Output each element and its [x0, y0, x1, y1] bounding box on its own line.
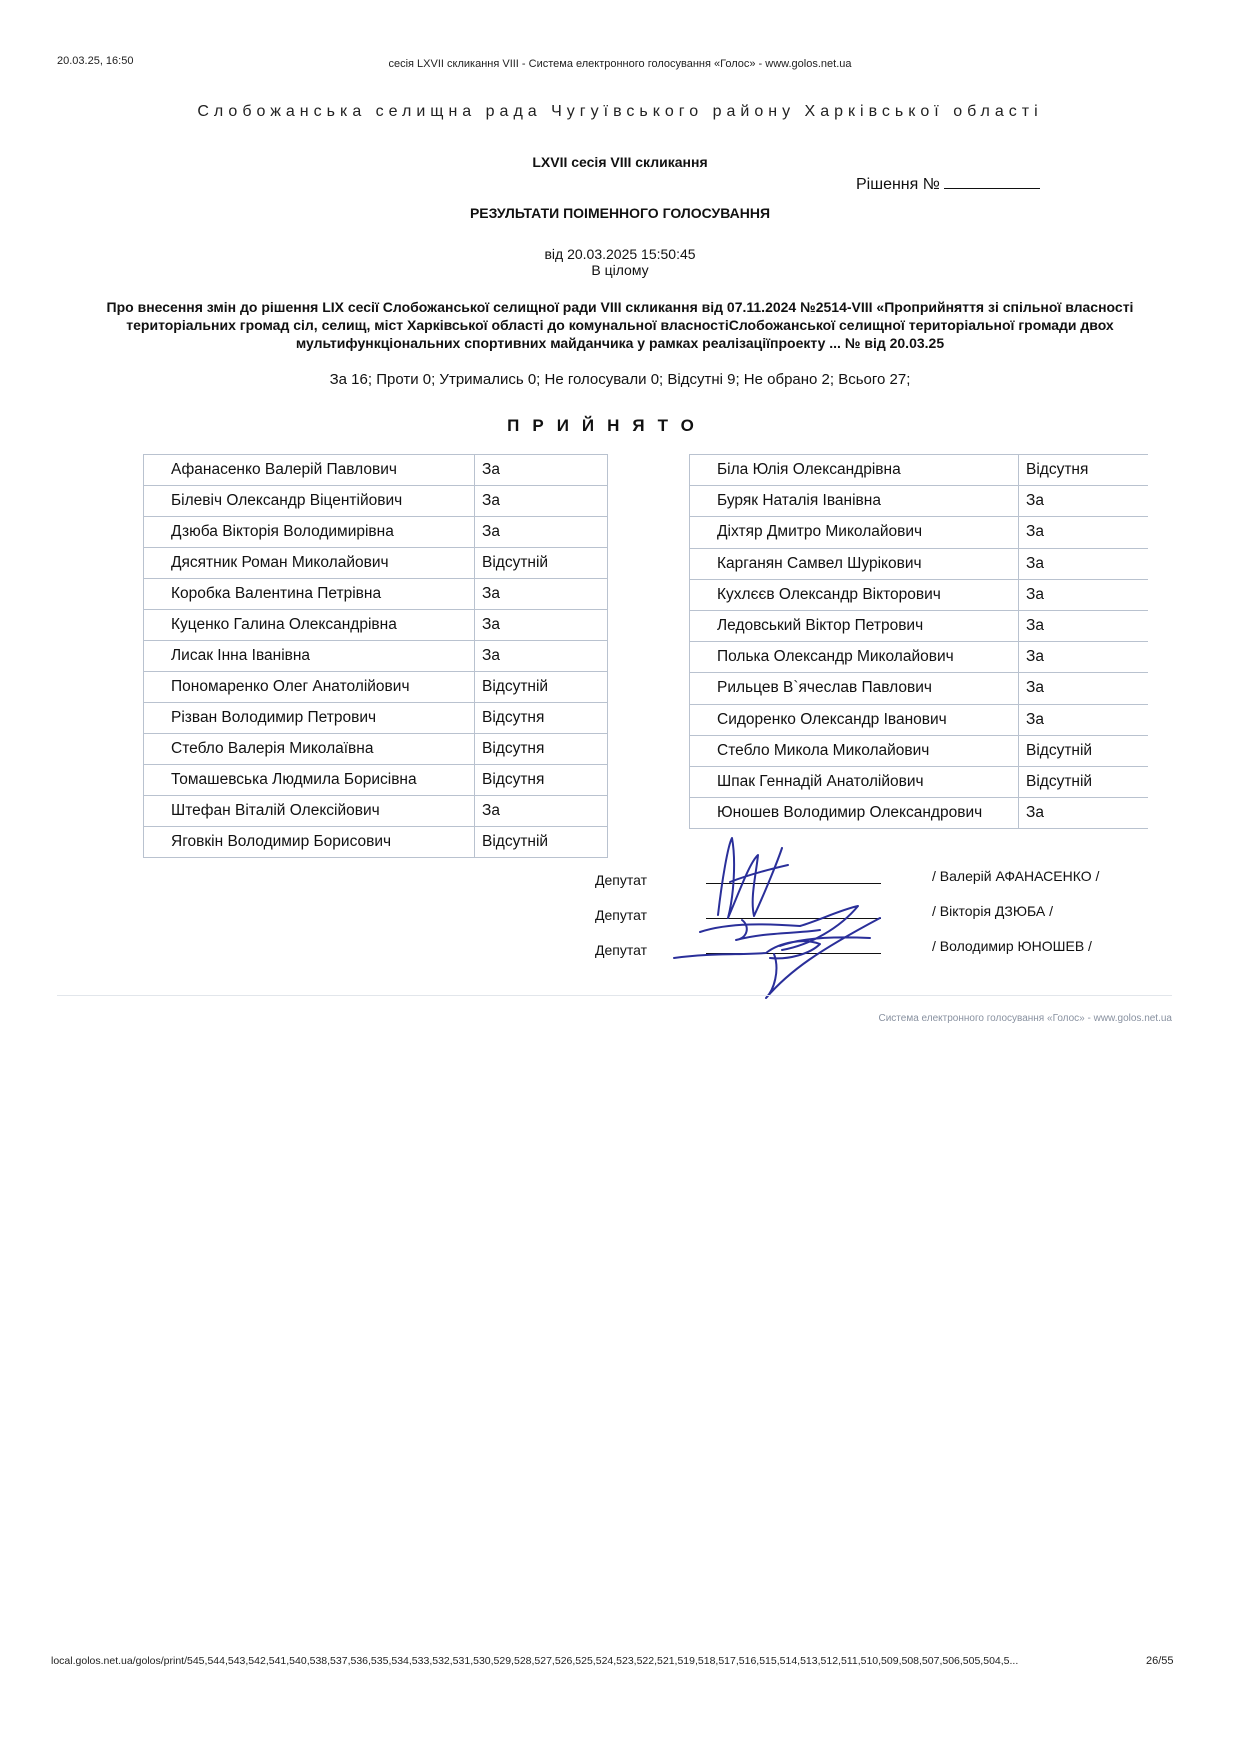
votes-table-left [143, 454, 608, 858]
deputy-vote: Відсутня [475, 765, 608, 796]
deputy-name: Пономаренко Олег Анатолійович [144, 672, 475, 703]
deputy-vote: Відсутній [1019, 735, 1149, 766]
table-row [144, 796, 608, 827]
deputy-name: Юношев Володимир Олександрович [690, 798, 1019, 829]
signature-name: / Валерій АФАНАСЕНКО / [932, 868, 1100, 884]
table-row [690, 704, 1149, 735]
result-status: ПРИЙНЯТО [507, 416, 707, 435]
deputy-vote: За [1019, 704, 1149, 735]
table-row [690, 735, 1149, 766]
table-row [144, 455, 608, 486]
deputy-name: Афанасенко Валерій Павлович [144, 455, 475, 486]
table-row [690, 579, 1149, 610]
decision-subject: Про внесення змін до рішення LIX сесії Слобожанської селищної ради VIII скликання від 07.11.2024 №2514-VIII «Проприйняття зі спільної власності територіальних громад сіл, селищ, міст Харківської області до комунальної власностіСлобожанської селищної територіальної громади двох мультифункціональних спортивних майданчика у рамках реалізаціїпроекту ... № від 20.03.25 [106, 299, 1134, 351]
deputy-name: Рильцев В`ячеслав Павлович [690, 673, 1019, 704]
deputy-vote: За [1019, 486, 1149, 517]
deputy-vote: За [475, 517, 608, 548]
table-row [690, 486, 1149, 517]
deputy-name: Стебло Микола Миколайович [690, 735, 1019, 766]
table-row [144, 672, 608, 703]
signature-label: Депутат [595, 872, 647, 888]
deputy-name: Ледовський Віктор Петрович [690, 610, 1019, 641]
deputy-vote: За [1019, 548, 1149, 579]
footer-separator [57, 995, 1172, 996]
table-row [144, 703, 608, 734]
deputy-vote: Відсутня [1019, 455, 1149, 486]
deputy-name: Діхтяр Дмитро Миколайович [690, 517, 1019, 548]
signature-scribble-1 [718, 838, 788, 918]
print-title: сесія LXVII скликання VIII - Система електронного голосування «Голос» - www.golos.net.ua [388, 58, 852, 70]
vote-totals: За 16; Проти 0; Утримались 0; Не голосували 0; Відсутні 9; Не обрано 2; Всього 27; [329, 371, 911, 388]
print-url: local.golos.net.ua/golos/print/545,544,543,542,541,540,538,537,536,535,534,533,532,531,530,529,528,527,526,525,524,523,522,521,519,518,517,516,515,514,513,512,511,510,509,508,507,506,505,504,5... [51, 1655, 1019, 1667]
deputy-vote: За [1019, 610, 1149, 641]
deputy-vote: За [475, 610, 608, 641]
signature-label: Депутат [595, 942, 647, 958]
table-row [144, 765, 608, 796]
table-row [690, 642, 1149, 673]
deputy-vote: За [1019, 517, 1149, 548]
deputy-vote: Відсутній [475, 548, 608, 579]
deputy-vote: Відсутня [475, 703, 608, 734]
deputy-name: Кухлєєв Олександр Вікторович [690, 579, 1019, 610]
deputy-vote: За [475, 455, 608, 486]
council-name: Слобожанська селищна рада Чугуївського району Харківської області [197, 103, 1043, 120]
deputy-vote: За [1019, 798, 1149, 829]
deputy-name: Штефан Віталій Олексійович [144, 796, 475, 827]
table-row [690, 673, 1149, 704]
session-title: LXVII сесія VIII скликання [532, 154, 708, 170]
deputy-name: Шпак Геннадій Анатолійович [690, 766, 1019, 797]
deputy-vote: За [1019, 579, 1149, 610]
deputy-name: Томашевська Людмила Борисівна [144, 765, 475, 796]
decision-label: Рішення № [856, 176, 940, 193]
vote-scope: В цілому [591, 262, 649, 278]
deputy-name: Різван Володимир Петрович [144, 703, 475, 734]
deputy-vote: За [1019, 642, 1149, 673]
deputy-name: Яговкін Володимир Борисович [144, 827, 475, 858]
deputy-name: Куценко Галина Олександрівна [144, 610, 475, 641]
decision-number-blank [944, 188, 1040, 189]
deputy-name: Карганян Самвел Шурікович [690, 548, 1019, 579]
deputy-name: Коробка Валентина Петрівна [144, 579, 475, 610]
deputy-vote: Відсутній [475, 827, 608, 858]
deputy-name: Дясятник Роман Миколайович [144, 548, 475, 579]
deputy-vote: За [475, 641, 608, 672]
table-row [144, 641, 608, 672]
deputy-vote: За [475, 796, 608, 827]
print-datetime: 20.03.25, 16:50 [57, 55, 134, 67]
deputy-name: Біла Юлія Олександрівна [690, 455, 1019, 486]
deputy-vote: За [475, 579, 608, 610]
page-number: 26/55 [1146, 1655, 1174, 1667]
deputy-name: Білевіч Олександр Віцентійович [144, 486, 475, 517]
deputy-vote: Відсутній [475, 672, 608, 703]
table-row [144, 579, 608, 610]
table-row [144, 827, 608, 858]
vote-datetime: від 20.03.2025 15:50:45 [544, 246, 696, 262]
results-title: РЕЗУЛЬТАТИ ПОІМЕННОГО ГОЛОСУВАННЯ [469, 205, 771, 221]
table-row [144, 486, 608, 517]
deputy-vote: За [475, 486, 608, 517]
deputy-vote: За [1019, 673, 1149, 704]
signature-name: / Вікторія ДЗЮБА / [932, 903, 1053, 919]
signature-label: Депутат [595, 907, 647, 923]
table-row [144, 734, 608, 765]
table-row [144, 610, 608, 641]
footer-system-text: Система електронного голосування «Голос» - www.golos.net.ua [878, 1013, 1172, 1024]
table-row [690, 766, 1149, 797]
deputy-name: Стебло Валерія Миколаївна [144, 734, 475, 765]
signature-name: / Володимир ЮНОШЕВ / [932, 938, 1092, 954]
decision-number [856, 176, 1040, 194]
deputy-name: Буряк Наталія Іванівна [690, 486, 1019, 517]
deputy-name: Полька Олександр Миколайович [690, 642, 1019, 673]
deputy-name: Сидоренко Олександр Іванович [690, 704, 1019, 735]
table-row [690, 455, 1149, 486]
vote-datetime-block [0, 246, 1240, 278]
deputy-name: Дзюба Вікторія Володимирівна [144, 517, 475, 548]
table-row [690, 517, 1149, 548]
deputy-vote: Відсутній [1019, 766, 1149, 797]
table-row [144, 548, 608, 579]
deputy-vote: Відсутня [475, 734, 608, 765]
votes-table-right [689, 454, 1148, 829]
table-row [690, 548, 1149, 579]
deputy-name: Лисак Інна Іванівна [144, 641, 475, 672]
handwritten-signatures [670, 820, 930, 1010]
table-row [690, 610, 1149, 641]
table-row [144, 517, 608, 548]
